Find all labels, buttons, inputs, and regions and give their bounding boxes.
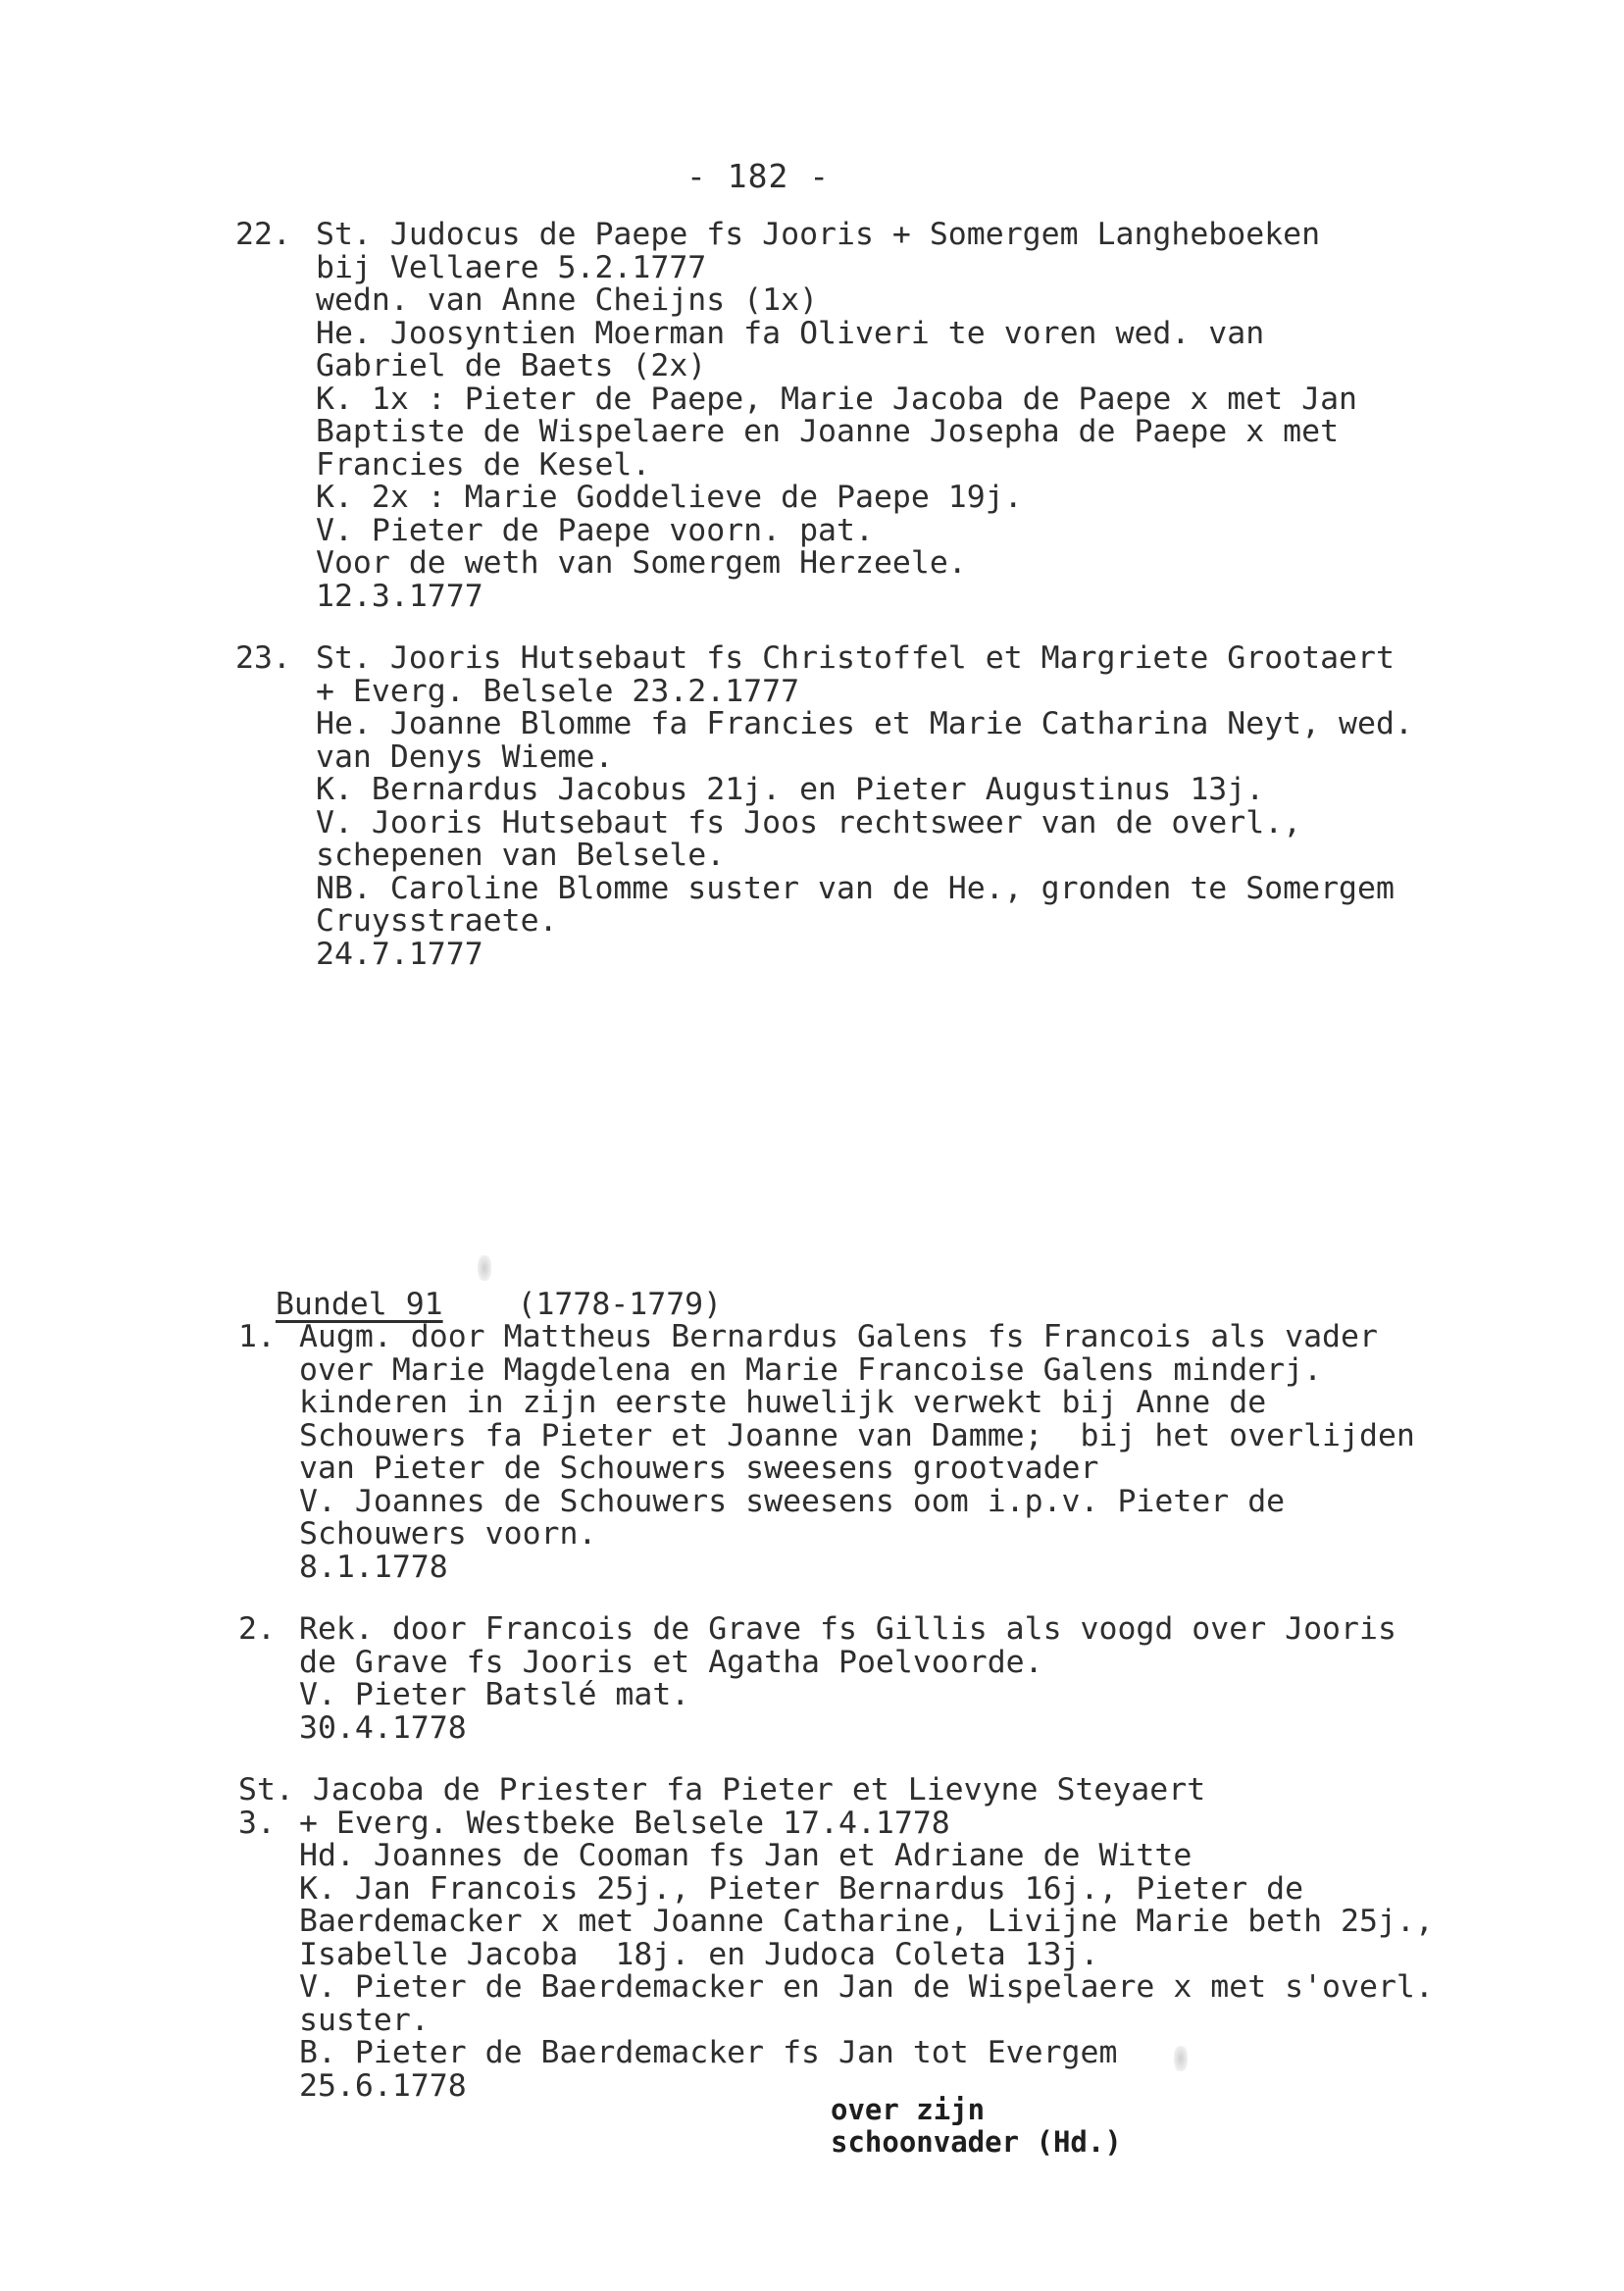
- entry-date: 24.7.1777: [316, 936, 483, 972]
- page-number: - 182 -: [686, 157, 831, 195]
- ink-smudge: [478, 1255, 491, 1281]
- entry-line: Isabelle Jacoba 18j. en Judoca Coleta 13j.: [299, 1936, 1099, 1972]
- entry-line: Cruysstraete.: [316, 903, 558, 939]
- entry-text: [316, 219, 1357, 613]
- entry-line: St. Jooris Hutsebaut fs Christoffel et Margriete Grootaert: [316, 640, 1395, 676]
- entry-date: 30.4.1778: [299, 1709, 467, 1746]
- handwritten-note: over zijn schoonvader (Hd.): [831, 2093, 1122, 2159]
- entry-line: V. Jooris Hutsebaut fs Joos rechtsweer van de overl.,: [316, 804, 1302, 840]
- entry-text: [299, 1321, 1415, 1584]
- entry-line: K. 2x : Marie Goddelieve de Paepe 19j.: [316, 480, 1023, 515]
- entry-number: 22.: [235, 217, 291, 252]
- entry-text: [238, 1774, 1434, 2103]
- entry-line: Francies de Kesel.: [316, 446, 651, 483]
- entry-line: He. Joosyntien Moerman fa Oliveri te voren wed. van: [316, 315, 1265, 351]
- entry-line: V. Joannes de Schouwers sweesens oom i.p.v. Pieter de: [299, 1483, 1286, 1519]
- entry-line: K. Jan Francois 25j., Pieter Bernardus 16j., Pieter de: [299, 1870, 1304, 1907]
- entry-line: Hd. Joannes de Cooman fs Jan et Adriane de Witte: [299, 1838, 1193, 1873]
- entry-line: B. Pieter de Baerdemacker fs Jan tot Evergem: [299, 2035, 1118, 2070]
- entry-line: Gabriel de Baets (2x): [316, 348, 707, 383]
- entry-line: schepenen van Belsele.: [316, 838, 726, 873]
- entry-line: Schouwers fa Pieter et Joanne van Damme; bij het overlijden: [299, 1417, 1415, 1453]
- entry-line: wedn. van Anne Cheijns (1x): [316, 282, 819, 318]
- entry-line: Voor de weth van Somergem Herzeele.: [316, 545, 967, 581]
- entry-line: V. Pieter Batslé mat.: [299, 1677, 690, 1712]
- entry-date: 8.1.1778: [299, 1549, 448, 1585]
- ink-smudge: [1174, 2046, 1188, 2071]
- entry-line: Baptiste de Wispelaere en Joanne Josepha de Paepe x met: [316, 414, 1340, 449]
- bundel-years: (1778-1779): [517, 1287, 723, 1322]
- entry-line: K. 1x : Pieter de Paepe, Marie Jacoba de Paepe x met Jan: [316, 381, 1358, 417]
- entry-line: Baerdemacker x met Joanne Catharine, Livijne Marie beth 25j.,: [299, 1904, 1434, 1939]
- entry-line: St. Judocus de Paepe fs Jooris + Somergem Langheboeken: [316, 217, 1321, 252]
- entry-line: suster.: [299, 2002, 430, 2038]
- entry-line: kinderen in zijn eerste huwelijk verwekt bij Anne de: [299, 1385, 1267, 1420]
- entry-line: He. Joanne Blomme fa Francies et Marie Catharina Neyt, wed.: [316, 706, 1413, 741]
- entry-line: Augm. door Mattheus Bernardus Galens fs Francois als vader: [299, 1319, 1378, 1354]
- entry-line: V. Pieter de Baerdemacker en Jan de Wispelaere x met s'overl.: [299, 1969, 1434, 2005]
- entry-number: 23.: [235, 640, 291, 676]
- entry-number: 2.: [238, 1611, 276, 1647]
- bundel-title: Bundel 91: [275, 1287, 443, 1322]
- entry-line: van Pieter de Schouwers sweesens grootvader: [299, 1451, 1099, 1486]
- entry-line: Rek. door Francois de Grave fs Gillis als voogd over Jooris: [299, 1611, 1396, 1647]
- entry-line: K. Bernardus Jacobus 21j. en Pieter Augustinus 13j.: [316, 772, 1265, 807]
- entry-line: St. Jacoba de Priester fa Pieter et Lievyne Steyaert: [238, 1772, 1206, 1807]
- entry-text: [299, 1613, 1396, 1745]
- entry-date: 12.3.1777: [316, 578, 483, 614]
- entry-date: 25.6.1778: [299, 2067, 467, 2104]
- entry-line: over Marie Magdelena en Marie Francoise Galens minderj.: [299, 1351, 1323, 1388]
- entry-number: 1.: [238, 1319, 276, 1354]
- entry-line: van Denys Wieme.: [316, 738, 614, 775]
- entry-line: V. Pieter de Paepe voorn. pat.: [316, 512, 874, 548]
- entry-line: NB. Caroline Blomme suster van de He., gronden te Somergem: [316, 870, 1395, 906]
- entry-text: [316, 642, 1413, 971]
- entry-line: bij Vellaere 5.2.1777: [316, 249, 707, 285]
- entry-line: + Everg. Westbeke Belsele 17.4.1778: [299, 1805, 950, 1841]
- entry-line: + Everg. Belsele 23.2.1777: [316, 673, 800, 709]
- entry-number: 3.: [238, 1805, 276, 1841]
- entry-line: de Grave fs Jooris et Agatha Poelvoorde.: [299, 1644, 1043, 1680]
- entry-line: Schouwers voorn.: [299, 1516, 597, 1552]
